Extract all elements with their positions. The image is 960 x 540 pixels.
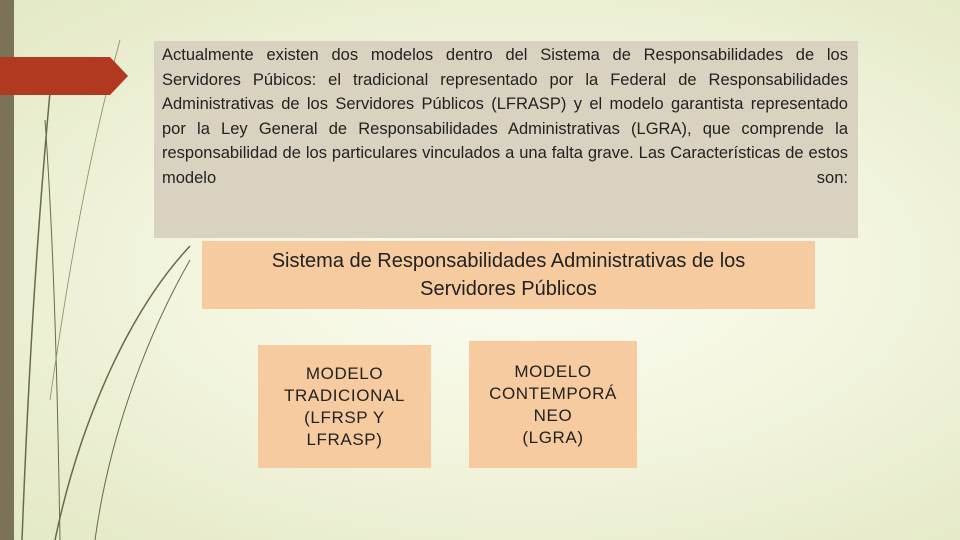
model-tradicional-box bbox=[258, 345, 431, 468]
model-tradicional-label: MODELO TRADICIONAL (LFRSP Y LFRASP) bbox=[284, 363, 405, 449]
intro-text: Actualmente existen dos modelos dentro del Sistema de Responsabilidades de los Servidores Púbicos: el tradicional representado por la Federal de Responsabilidades Administrativas de los Servidores Públicos (LFRASP) y el modelo garantista representado por la Ley General de Responsabilidades Administrativas (LGRA), que comprende la responsabilidad de los particulares vinculados a una falta grave. Las Características de estos modelo son: bbox=[162, 46, 848, 187]
system-title-box bbox=[202, 241, 815, 309]
model-contemporaneo-label: MODELO CONTEMPORÁ NEO (LGRA) bbox=[489, 361, 617, 447]
accent-arrow bbox=[0, 57, 128, 95]
intro-box bbox=[154, 41, 858, 238]
system-title: Sistema de Responsabilidades Administrativas de los Servidores Públicos bbox=[271, 250, 746, 300]
model-contemporaneo-box bbox=[469, 341, 637, 468]
